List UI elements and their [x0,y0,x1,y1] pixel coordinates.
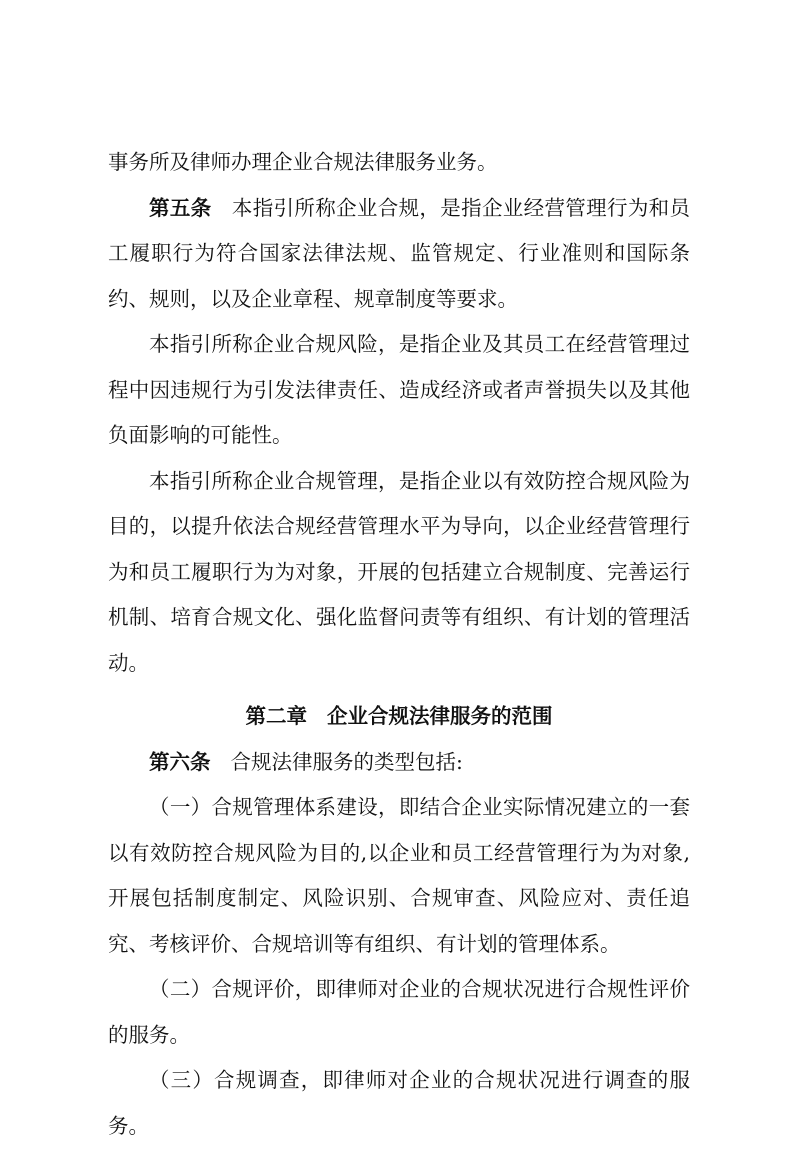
document-page [108,140,690,1149]
article-5-text: 本指引所称企业合规，是指企业经营管理行为和员工履职行为符合国家法律法规、监管规定、行业准则和国际条约、规则，以及企业章程、规章制度等要求。 [108,195,691,311]
list-item-3: （三）合规调查，即律师对企业的合规状况进行调查的服务。 [108,1068,690,1138]
paragraph-compliance-risk: 本指引所称企业合规风险，是指企业及其员工在经营管理过程中因违规行为引发法律责任、造成经济或者声誉损失以及其他负面影响的可能性。 [108,332,690,447]
chapter-2-heading [108,694,690,740]
article-6-label: 第六条 [149,749,211,774]
chapter-2-number: 第二章 [245,704,307,728]
article-5-label: 第五条 [149,195,212,220]
paragraph-continuation: 事务所及律师办理企业合规法律服务业务。 [108,150,498,174]
article-6-text: 合规法律服务的类型包括: [230,749,463,774]
list-item-2: （二）合规评价，即律师对企业的合规状况进行合规性评价的服务。 [108,977,690,1047]
list-item-1: （一）合规管理体系建设，即结合企业实际情况建立的一套以有效防控合规风险为目的,以企业和员工经营管理行为为对象,开展包括制度制定、风险识别、合规审查、风险应对、责任追究、考核评价、合规培训等有组织、有计划的管理体系。 [108,795,690,956]
article-5-paragraph [108,186,690,323]
article-6-paragraph [108,740,690,786]
paragraph-compliance-management: 本指引所称企业合规管理，是指企业以有效防控合规风险为目的，以提升依法合规经营管理水平为导向，以企业经营管理行为和员工履职行为为对象，开展的包括建立合规制度、完善运行机制、培育合规文化、强化监督问责等有组织、有计划的管理活动。 [108,468,690,675]
chapter-2-title: 企业合规法律服务的范围 [327,704,553,728]
